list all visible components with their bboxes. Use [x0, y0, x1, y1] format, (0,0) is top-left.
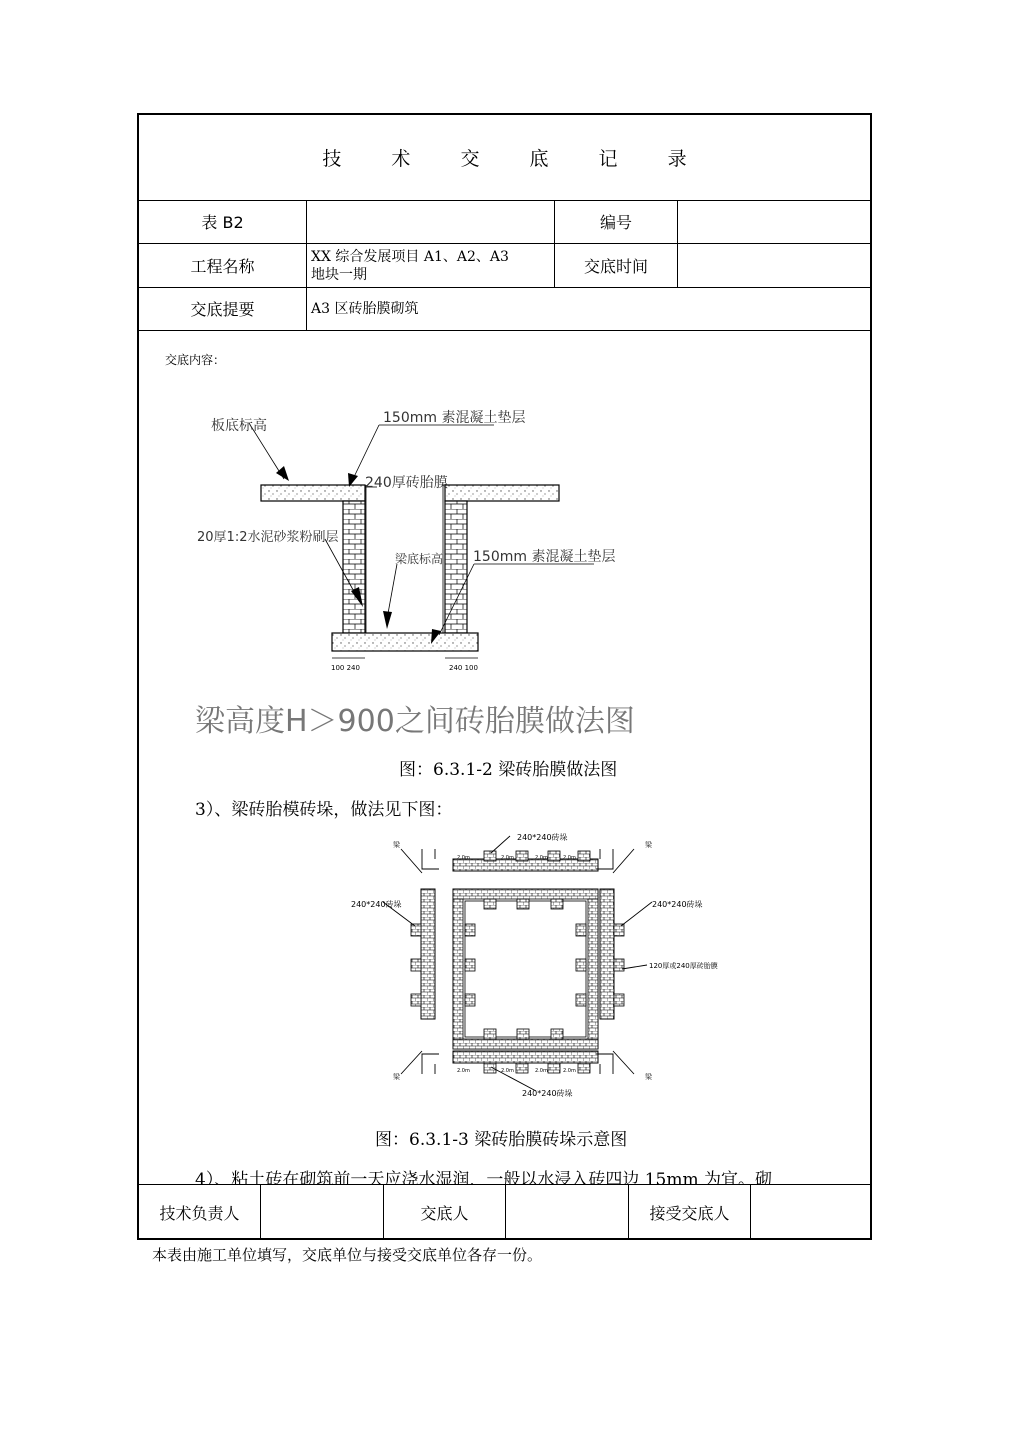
label-slab-bottom: 板底标高 — [211, 418, 267, 434]
spacing-top-1: 2.0m — [457, 855, 470, 861]
tech-lead-value[interactable] — [261, 1185, 384, 1239]
label-beam-bottom: 梁底标高 — [395, 552, 444, 566]
discloser-label: 交底人 — [384, 1185, 506, 1239]
brick-pier-plan-figure — [351, 832, 718, 1098]
figure2-caption: 图：6.3.1-3 梁砖胎膜砖垛示意图 — [375, 1130, 628, 1150]
beam-bottom-cushion — [332, 633, 478, 651]
spacing-bottom-2: 2.0m — [501, 1068, 514, 1074]
pier-top-label: 240*240砖垛 — [517, 833, 568, 842]
title-row — [139, 115, 870, 201]
form-label: 表 B2 — [139, 200, 307, 243]
time-value[interactable] — [678, 244, 870, 287]
step4-text: 4）、粘土砖在砌筑前一天应浇水湿润，一般以水浸入砖四边 15mm 为宜。砌 — [195, 1170, 772, 1184]
beam-formwork-section-figure — [195, 409, 635, 739]
beam-label-bottom-right: 梁 — [645, 1073, 652, 1081]
dim-left: 100 240 — [331, 664, 360, 672]
pier-left-label: 240*240砖垛 — [351, 900, 402, 909]
doc-title: 技 术 交 底 记 录 — [322, 148, 709, 170]
row-form — [139, 200, 870, 244]
summary-label: 交底提要 — [139, 287, 307, 330]
summary-value[interactable]: A3 区砖胎膜砌筑 — [311, 300, 419, 317]
disclosure-content — [139, 329, 870, 1184]
label-plaster-layer: 20厚1:2水泥砂浆粉刷层 — [197, 530, 339, 545]
number-value[interactable] — [678, 200, 870, 243]
footnote: 本表由施工单位填写，交底单位与接受交底单位各存一份。 — [152, 1246, 543, 1264]
form-value[interactable] — [307, 200, 555, 243]
content-heading: 交底内容： — [165, 353, 226, 367]
discloser-value[interactable] — [506, 1185, 629, 1239]
wall-note-label: 120厚或240厚砖胎膜 — [649, 962, 718, 970]
project-label: 工程名称 — [139, 244, 307, 287]
label-brick-wall: 240厚砖胎膜 — [365, 475, 448, 491]
pier-bottom-label: 240*240砖垛 — [522, 1089, 573, 1098]
project-value[interactable] — [307, 244, 555, 287]
spacing-top-4: 2.0m — [563, 855, 576, 861]
signature-row — [139, 1184, 870, 1239]
beam-label-bottom-left: 梁 — [393, 1073, 400, 1081]
beam-label-top-right: 梁 — [645, 841, 652, 849]
slab-cushion-left — [261, 485, 365, 501]
project-value-line2: 地块一期 — [311, 266, 367, 283]
receiver-value[interactable] — [751, 1185, 870, 1239]
beam-label-top-left: 梁 — [393, 841, 400, 849]
disclosure-form — [137, 113, 872, 1240]
spacing-bottom-4: 2.0m — [563, 1068, 576, 1074]
dim-right: 240 100 — [449, 664, 478, 672]
time-label: 交底时间 — [555, 244, 678, 287]
spacing-top-2: 2.0m — [501, 855, 514, 861]
label-cushion-top: 150mm 素混凝土垫层 — [383, 410, 526, 426]
receiver-label: 接受交底人 — [629, 1185, 751, 1239]
project-value-line1: XX 综合发展项目 A1、A2、A3 — [311, 248, 509, 265]
row-summary — [139, 287, 870, 331]
spacing-bottom-3: 2.0m — [535, 1068, 548, 1074]
figure1-caption: 图：6.3.1-2 梁砖胎膜做法图 — [399, 760, 618, 780]
spacing-bottom-1: 2.0m — [457, 1068, 470, 1074]
step3-text: 3）、梁砖胎模砖垛，做法见下图： — [195, 800, 453, 820]
label-cushion-right: 150mm 素混凝土垫层 — [473, 549, 616, 565]
content-drawings — [139, 329, 870, 1184]
tech-lead-label: 技术负责人 — [139, 1185, 261, 1239]
row-project — [139, 244, 870, 288]
spacing-top-3: 2.0m — [535, 855, 548, 861]
number-label: 编号 — [555, 200, 678, 243]
brick-wall-right — [445, 501, 467, 633]
brick-wall-left — [343, 501, 365, 633]
figure1-big-caption: 梁高度H＞900之间砖胎膜做法图 — [195, 704, 635, 739]
pier-right-label: 240*240砖垛 — [652, 900, 703, 909]
slab-cushion-right — [445, 485, 559, 501]
